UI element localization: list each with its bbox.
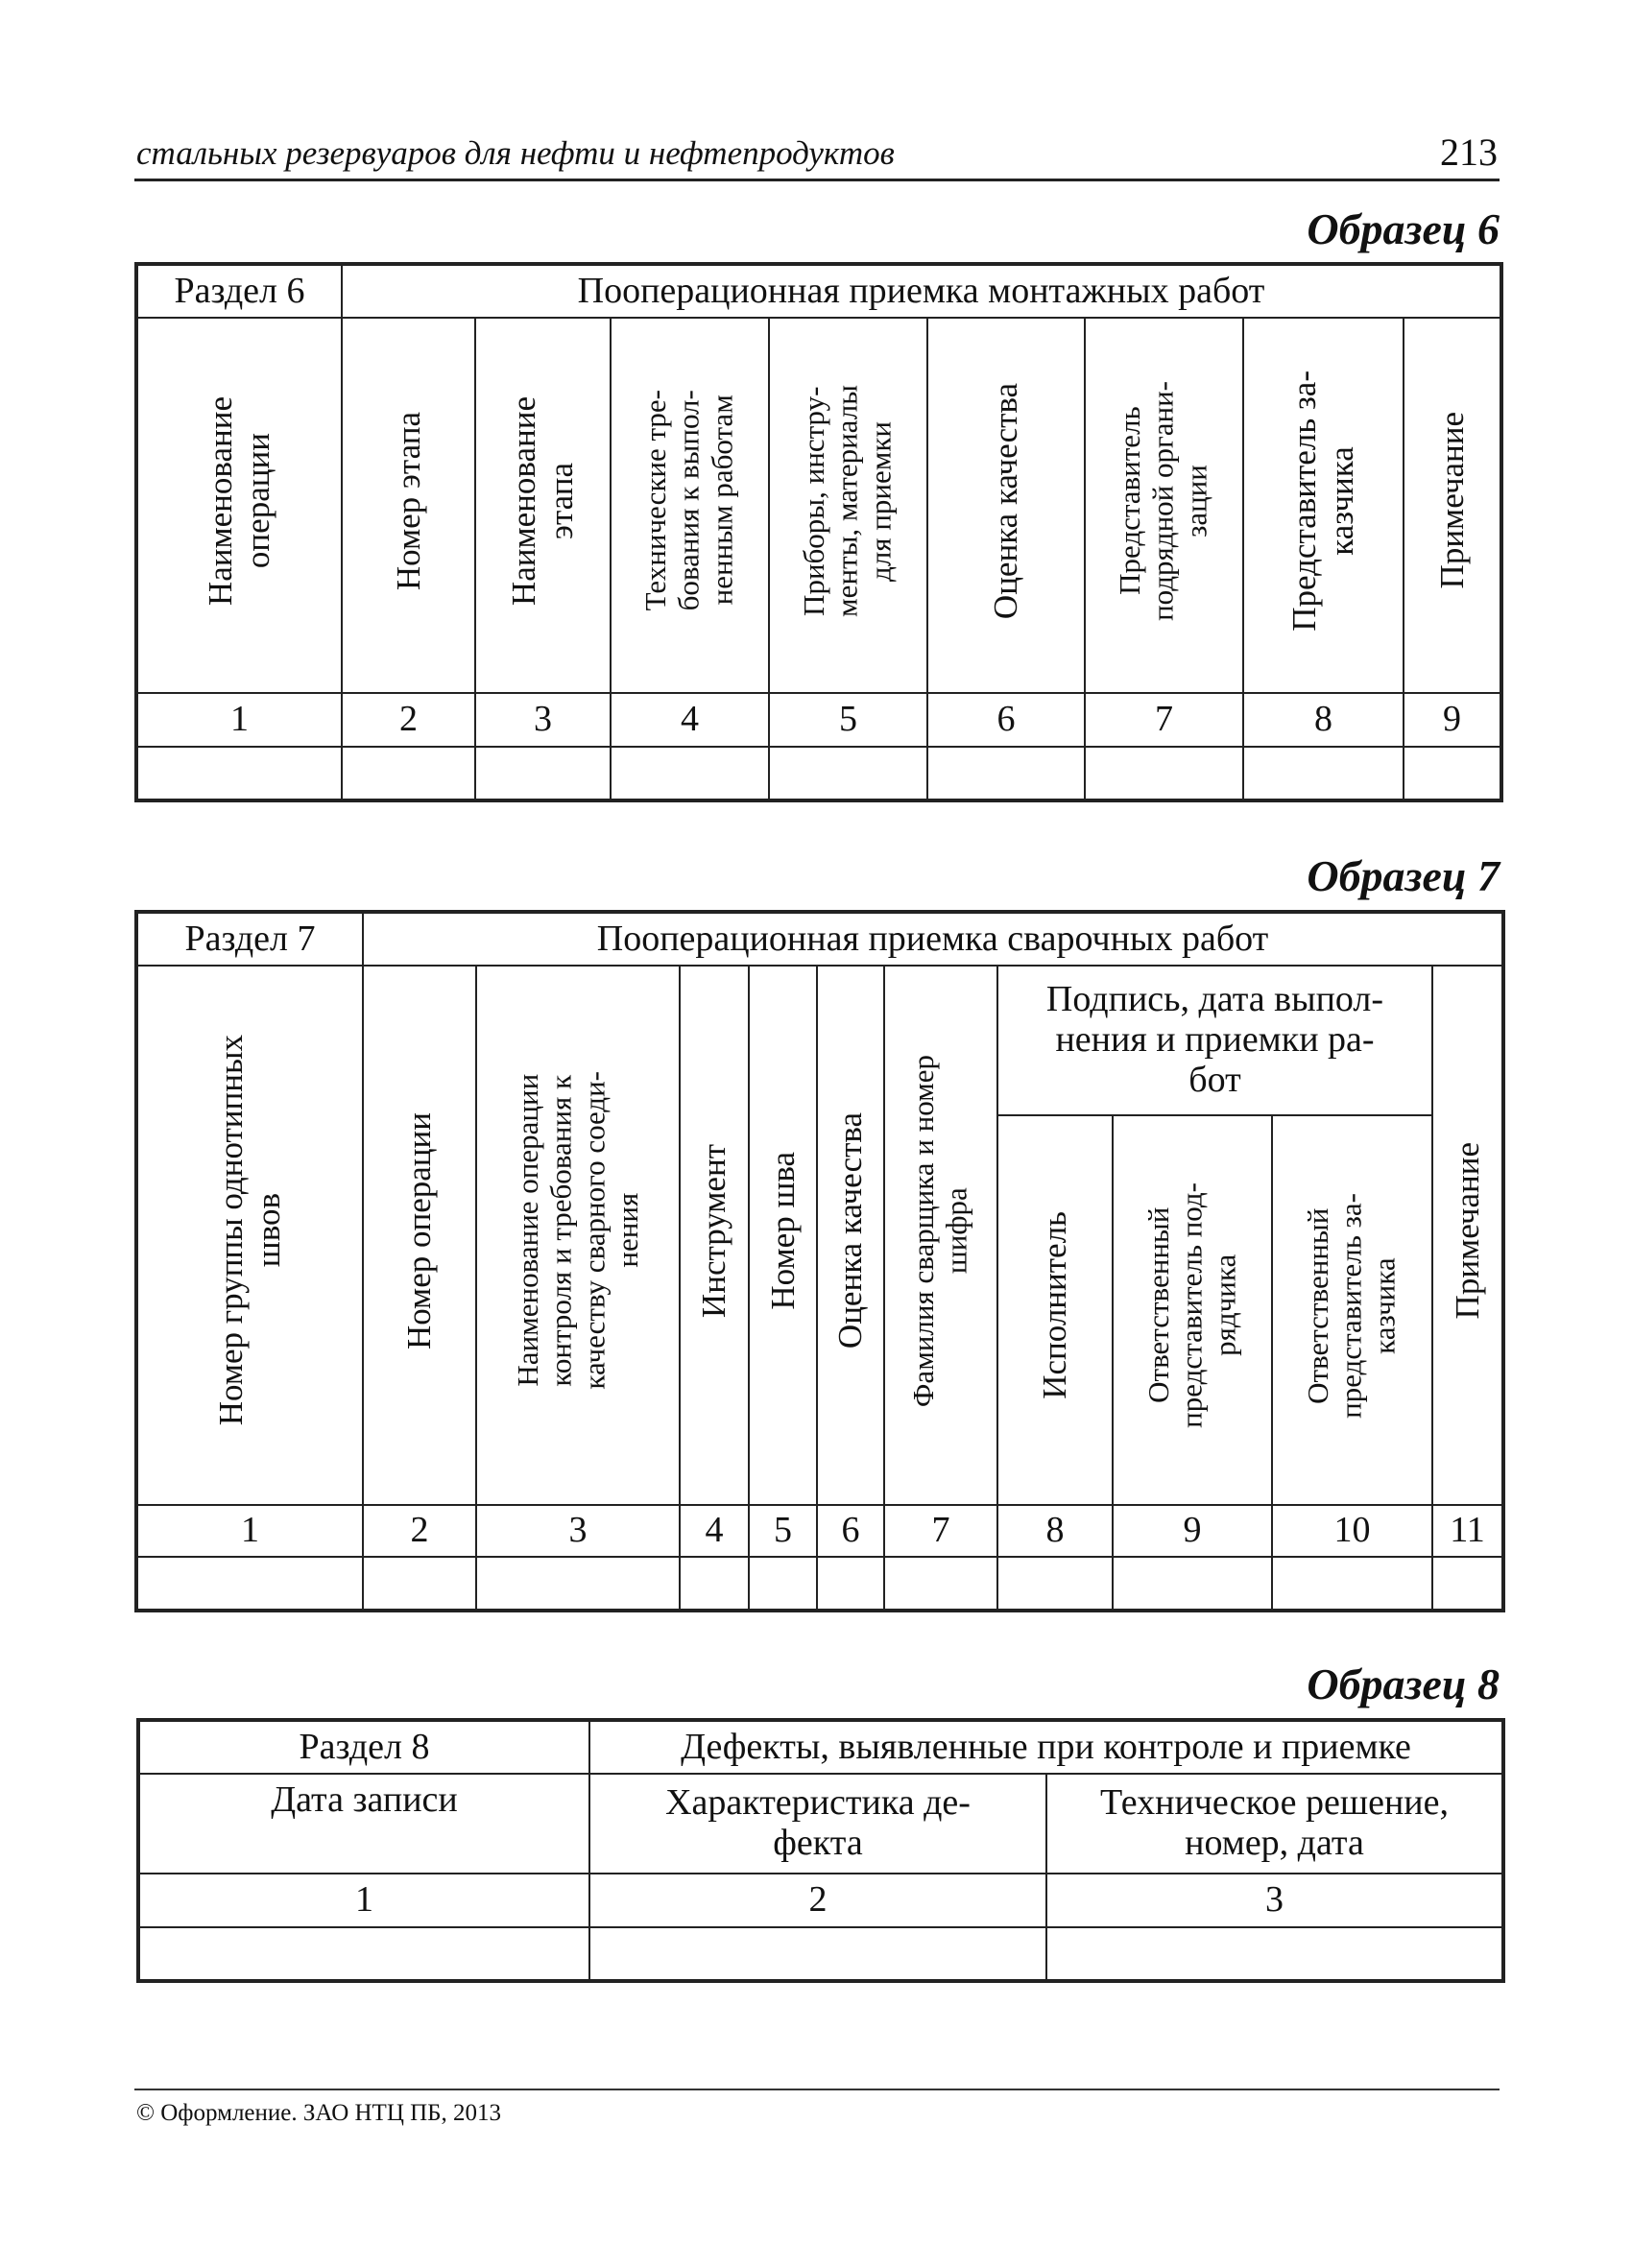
column-header: Примечание [1404,318,1501,693]
sample6-table [134,262,1503,802]
column-number: 1 [138,1874,589,1927]
empty-cell [1243,747,1404,800]
section-7-title: Пооперационная приемка сварочных работ [363,912,1503,966]
column-number: 5 [769,693,927,747]
empty-cell [884,1557,997,1611]
page-number: 213 [1440,131,1498,174]
empty-cell [1404,747,1501,800]
column-header: Техническое решение, номер, дата [1046,1774,1503,1874]
column-header: Наименование этапа [475,318,611,693]
column-header: Номер операции [363,966,476,1505]
sample8-table [136,1718,1505,1983]
column-number: 2 [342,693,475,747]
empty-cell [1432,1557,1503,1611]
empty-cell [475,747,611,800]
column-header: Дата записи [138,1774,589,1874]
column-number: 6 [817,1505,884,1557]
empty-cell [1113,1557,1272,1611]
empty-cell [363,1557,476,1611]
copyright: © Оформление. ЗАО НТЦ ПБ, 2013 [136,2100,502,2126]
empty-cell [476,1557,680,1611]
column-header: Характеристика де- фекта [589,1774,1046,1874]
empty-cell [136,1557,363,1611]
column-header: Представитель за- казчика [1243,318,1404,693]
column-number: 8 [997,1505,1113,1557]
column-number: 6 [927,693,1085,747]
footer-rule [134,2089,1500,2090]
empty-cell [749,1557,817,1611]
column-header: Номер этапа [342,318,475,693]
running-title: стальных резервуаров для нефти и нефтепродуктов [136,134,895,172]
column-header: Технические тре- бования к выпол- ненным работам [611,318,769,693]
empty-cell [611,747,769,800]
column-header: Ответственный представитель за- казчика [1272,1115,1432,1505]
section-8-title: Дефекты, выявленные при контроле и приемке [589,1720,1503,1774]
column-header: Исполнитель [997,1115,1113,1505]
column-number: 3 [475,693,611,747]
column-number: 9 [1113,1505,1272,1557]
column-header: Примечание [1432,966,1503,1505]
column-number: 8 [1243,693,1404,747]
column-header: Представитель подрядной органи- зации [1085,318,1243,693]
empty-cell [680,1557,749,1611]
section-6-cell: Раздел 6 [136,264,342,318]
column-header: Оценка качества [817,966,884,1505]
empty-cell [1272,1557,1432,1611]
sample8-label: Образец 8 [1307,1659,1500,1708]
empty-cell [589,1927,1046,1981]
section-6-title: Пооперационная приемка монтажных работ [342,264,1501,318]
sample6-label: Образец 6 [1307,204,1500,253]
signature-group-header: Подпись, дата выпол- нения и приемки ра- бот [997,966,1432,1115]
column-header: Наименование операции [136,318,342,693]
column-number: 3 [1046,1874,1503,1927]
empty-cell [1046,1927,1503,1981]
empty-cell [927,747,1085,800]
column-header: Ответственный представитель под- рядчика [1113,1115,1272,1505]
column-number: 7 [1085,693,1243,747]
empty-cell [136,747,342,800]
column-number: 4 [680,1505,749,1557]
column-header: Фамилия сварщика и номер шифра [884,966,997,1505]
column-header: Наименование операции контроля и требования к качеству сварного соеди- нения [476,966,680,1505]
column-number: 2 [363,1505,476,1557]
column-header: Инструмент [680,966,749,1505]
column-header: Приборы, инстру- менты, материалы для приемки [769,318,927,693]
empty-cell [138,1927,589,1981]
empty-cell [342,747,475,800]
column-header: Номер группы однотипных швов [136,966,363,1505]
column-number: 10 [1272,1505,1432,1557]
sample7-label: Образец 7 [1307,851,1500,900]
sample7-table [134,910,1505,1612]
column-number: 1 [136,1505,363,1557]
column-number: 4 [611,693,769,747]
column-number: 3 [476,1505,680,1557]
column-number: 2 [589,1874,1046,1927]
running-header [134,125,1500,181]
column-number: 5 [749,1505,817,1557]
column-number: 11 [1432,1505,1503,1557]
empty-cell [769,747,927,800]
section-8-cell: Раздел 8 [138,1720,589,1774]
column-number: 1 [136,693,342,747]
section-7-cell: Раздел 7 [136,912,363,966]
column-number: 9 [1404,693,1501,747]
column-header: Оценка качества [927,318,1085,693]
column-number: 7 [884,1505,997,1557]
empty-cell [997,1557,1113,1611]
empty-cell [817,1557,884,1611]
column-header: Номер шва [749,966,817,1505]
empty-cell [1085,747,1243,800]
